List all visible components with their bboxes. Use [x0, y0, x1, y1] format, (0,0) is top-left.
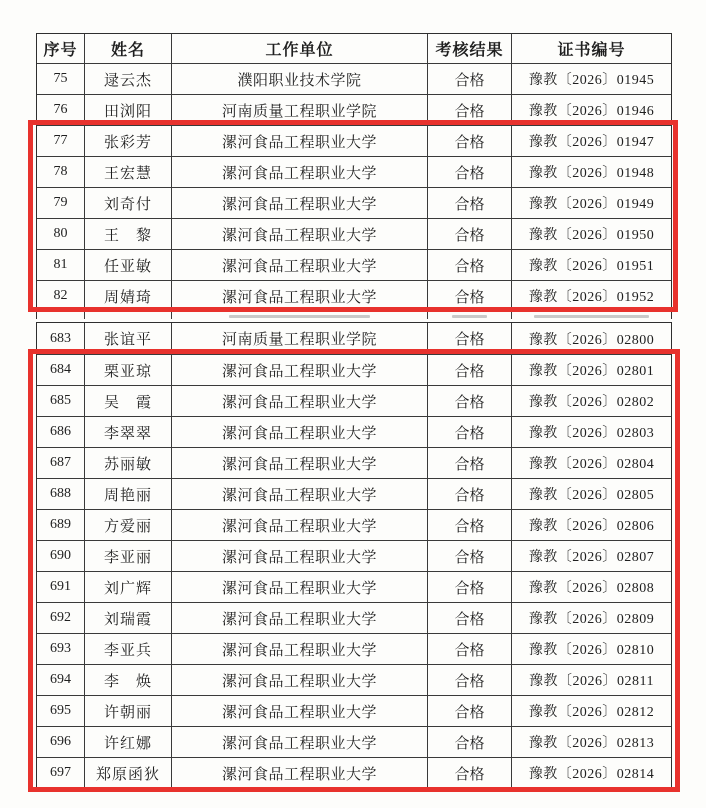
table-row: [37, 540, 671, 571]
cell-assessment-result: 合格: [427, 510, 511, 540]
cell-serial-number: 693: [50, 641, 71, 656]
cell-assessment-result: 合格: [427, 448, 511, 478]
cell-work-unit: 濮阳职业技术学院: [171, 64, 427, 94]
table-row: [37, 571, 671, 602]
cell-certificate-number: 豫教〔2026〕01950: [511, 219, 671, 249]
table-body-bottom: [37, 323, 671, 788]
cell-work-unit: 河南质量工程职业学院: [171, 95, 427, 125]
cell-assessment-result: 合格: [427, 541, 511, 571]
table-row: [37, 416, 671, 447]
cell-work-unit: 漯河食品工程职业大学: [171, 510, 427, 540]
table-row: [37, 187, 671, 218]
cell-work-unit: 河南质量工程职业学院: [171, 323, 427, 354]
cell-person-name: 苏丽敏: [84, 448, 171, 478]
cell-person-name: 周艳丽: [84, 479, 171, 509]
cell-assessment-result: 合格: [427, 665, 511, 695]
cutoff-cell: [37, 312, 84, 319]
cell-work-unit: 漯河食品工程职业大学: [171, 758, 427, 788]
cell-serial-number: 687: [50, 455, 71, 470]
cell-serial-number: 81: [53, 257, 68, 272]
cutoff-cell: [84, 312, 171, 319]
cell-assessment-result: 合格: [427, 355, 511, 385]
cell-work-unit: 漯河食品工程职业大学: [171, 696, 427, 726]
cell-work-unit: 漯河食品工程职业大学: [171, 541, 427, 571]
table-row: [37, 249, 671, 280]
cell-assessment-result: 合格: [427, 386, 511, 416]
cell-person-name: 田浏阳: [84, 95, 171, 125]
cell-work-unit: 漯河食品工程职业大学: [171, 572, 427, 602]
cell-certificate-number: 豫教〔2026〕02808: [511, 572, 671, 602]
cell-certificate-number: 豫教〔2026〕02807: [511, 541, 671, 571]
table-body-top: [37, 63, 671, 311]
table-row: [37, 63, 671, 94]
cell-work-unit: 漯河食品工程职业大学: [171, 603, 427, 633]
cell-assessment-result: 合格: [427, 417, 511, 447]
cell-person-name: 李 焕: [84, 665, 171, 695]
cell-certificate-number: 豫教〔2026〕02803: [511, 417, 671, 447]
table-row: [37, 354, 671, 385]
table-row: [37, 447, 671, 478]
cell-certificate-number: 豫教〔2026〕02804: [511, 448, 671, 478]
cell-certificate-number: 豫教〔2026〕02800: [511, 323, 671, 354]
header-cell-result: 考核结果: [427, 34, 511, 63]
header-cell-serial: 序号: [43, 42, 78, 59]
cell-serial-number: 80: [53, 226, 68, 241]
cell-person-name: 李翠翠: [84, 417, 171, 447]
cell-serial-number: 691: [50, 579, 71, 594]
cell-serial-number: 76: [53, 102, 68, 117]
cell-work-unit: 漯河食品工程职业大学: [171, 417, 427, 447]
cell-certificate-number: 豫教〔2026〕02811: [511, 665, 671, 695]
cell-serial-number: 75: [53, 71, 68, 86]
table-row: [37, 218, 671, 249]
cell-serial-number: 690: [50, 548, 71, 563]
cell-assessment-result: 合格: [427, 219, 511, 249]
cell-serial-number: 684: [50, 362, 71, 377]
table-row: [37, 602, 671, 633]
table-row: [37, 757, 671, 788]
table-row: [37, 478, 671, 509]
cell-serial-number: 683: [50, 330, 71, 346]
header-cell-unit: 工作单位: [171, 34, 427, 63]
cell-person-name: 刘奇付: [84, 188, 171, 218]
cell-certificate-number: 豫教〔2026〕01952: [511, 281, 671, 311]
cell-certificate-number: 豫教〔2026〕02812: [511, 696, 671, 726]
cell-person-name: 郑原函狄: [84, 758, 171, 788]
cell-person-name: 李亚丽: [84, 541, 171, 571]
cell-person-name: 刘广辉: [84, 572, 171, 602]
cell-certificate-number: 豫教〔2026〕02805: [511, 479, 671, 509]
cell-serial-number: 77: [53, 133, 68, 148]
cell-person-name: 刘瑞霞: [84, 603, 171, 633]
cell-person-name: 李亚兵: [84, 634, 171, 664]
cell-assessment-result: 合格: [427, 281, 511, 311]
cell-assessment-result: 合格: [427, 250, 511, 280]
cell-assessment-result: 合格: [427, 727, 511, 757]
cell-assessment-result: 合格: [427, 634, 511, 664]
table-section-bottom: [36, 322, 672, 789]
cell-serial-number: 79: [53, 195, 68, 210]
table-row: [37, 280, 671, 311]
cell-work-unit: 漯河食品工程职业大学: [171, 355, 427, 385]
cell-work-unit: 漯河食品工程职业大学: [171, 281, 427, 311]
cell-work-unit: 漯河食品工程职业大学: [171, 188, 427, 218]
cell-assessment-result: 合格: [427, 95, 511, 125]
cell-serial-number: 692: [50, 610, 71, 625]
cell-work-unit: 漯河食品工程职业大学: [171, 219, 427, 249]
cell-certificate-number: 豫教〔2026〕02810: [511, 634, 671, 664]
table-row: [37, 664, 671, 695]
cell-serial-number: 686: [50, 424, 71, 439]
cell-assessment-result: 合格: [427, 126, 511, 156]
cell-work-unit: 漯河食品工程职业大学: [171, 665, 427, 695]
cell-certificate-number: 豫教〔2026〕01946: [511, 95, 671, 125]
cell-serial-number: 689: [50, 517, 71, 532]
cell-certificate-number: 豫教〔2026〕02809: [511, 603, 671, 633]
cell-serial-number: 685: [50, 393, 71, 408]
cell-serial-number: 82: [53, 288, 68, 303]
cell-person-name: 王宏慧: [84, 157, 171, 187]
cell-person-name: 逯云杰: [84, 64, 171, 94]
cell-person-name: 栗亚琼: [84, 355, 171, 385]
cell-certificate-number: 豫教〔2026〕01949: [511, 188, 671, 218]
cell-certificate-number: 豫教〔2026〕01947: [511, 126, 671, 156]
cell-person-name: 王 黎: [84, 219, 171, 249]
cell-assessment-result: 合格: [427, 603, 511, 633]
cell-certificate-number: 豫教〔2026〕01945: [511, 64, 671, 94]
cell-person-name: 张彩芳: [84, 126, 171, 156]
cell-certificate-number: 豫教〔2026〕01951: [511, 250, 671, 280]
cell-assessment-result: 合格: [427, 758, 511, 788]
cell-work-unit: 漯河食品工程职业大学: [171, 727, 427, 757]
cell-work-unit: 漯河食品工程职业大学: [171, 157, 427, 187]
cell-serial-number: 695: [50, 703, 71, 718]
cell-work-unit: 漯河食品工程职业大学: [171, 250, 427, 280]
cell-certificate-number: 豫教〔2026〕01948: [511, 157, 671, 187]
cell-serial-number: 694: [50, 672, 71, 687]
table-row: [37, 695, 671, 726]
cutoff-partial-row: [37, 311, 671, 319]
cell-work-unit: 漯河食品工程职业大学: [171, 126, 427, 156]
cell-work-unit: 漯河食品工程职业大学: [171, 448, 427, 478]
header-cell-cert: 证书编号: [511, 34, 671, 63]
cell-person-name: 吴 霞: [84, 386, 171, 416]
cell-serial-number: 78: [53, 164, 68, 179]
cell-certificate-number: 豫教〔2026〕02814: [511, 758, 671, 788]
cell-work-unit: 漯河食品工程职业大学: [171, 634, 427, 664]
table-row: [37, 323, 671, 354]
cutoff-cell: [171, 312, 427, 319]
cell-certificate-number: 豫教〔2026〕02801: [511, 355, 671, 385]
cell-assessment-result: 合格: [427, 572, 511, 602]
cell-work-unit: 漯河食品工程职业大学: [171, 386, 427, 416]
table-row: [37, 125, 671, 156]
cell-assessment-result: 合格: [427, 64, 511, 94]
cell-person-name: 许朝丽: [84, 696, 171, 726]
table-row: [37, 633, 671, 664]
cell-certificate-number: 豫教〔2026〕02806: [511, 510, 671, 540]
cell-assessment-result: 合格: [427, 188, 511, 218]
cell-serial-number: 697: [50, 765, 71, 780]
header-cell-name: 姓名: [84, 34, 171, 63]
cutoff-cell: [511, 312, 671, 319]
cell-assessment-result: 合格: [427, 479, 511, 509]
cell-person-name: 周婧琦: [84, 281, 171, 311]
table-section-top: [36, 33, 672, 319]
cell-person-name: 许红娜: [84, 727, 171, 757]
cell-certificate-number: 豫教〔2026〕02802: [511, 386, 671, 416]
cell-assessment-result: 合格: [427, 323, 511, 354]
cell-person-name: 任亚敏: [84, 250, 171, 280]
cell-person-name: 张谊平: [84, 323, 171, 354]
cutoff-cell: [427, 312, 511, 319]
table-row: [37, 94, 671, 125]
table-row: [37, 156, 671, 187]
cell-assessment-result: 合格: [427, 157, 511, 187]
cell-certificate-number: 豫教〔2026〕02813: [511, 727, 671, 757]
table-row: [37, 726, 671, 757]
cell-serial-number: 696: [50, 734, 71, 749]
cell-assessment-result: 合格: [427, 696, 511, 726]
table-header-row: [37, 34, 671, 63]
table-row: [37, 509, 671, 540]
table-row: [37, 385, 671, 416]
cell-work-unit: 漯河食品工程职业大学: [171, 479, 427, 509]
cell-serial-number: 688: [50, 486, 71, 501]
cell-person-name: 方爱丽: [84, 510, 171, 540]
